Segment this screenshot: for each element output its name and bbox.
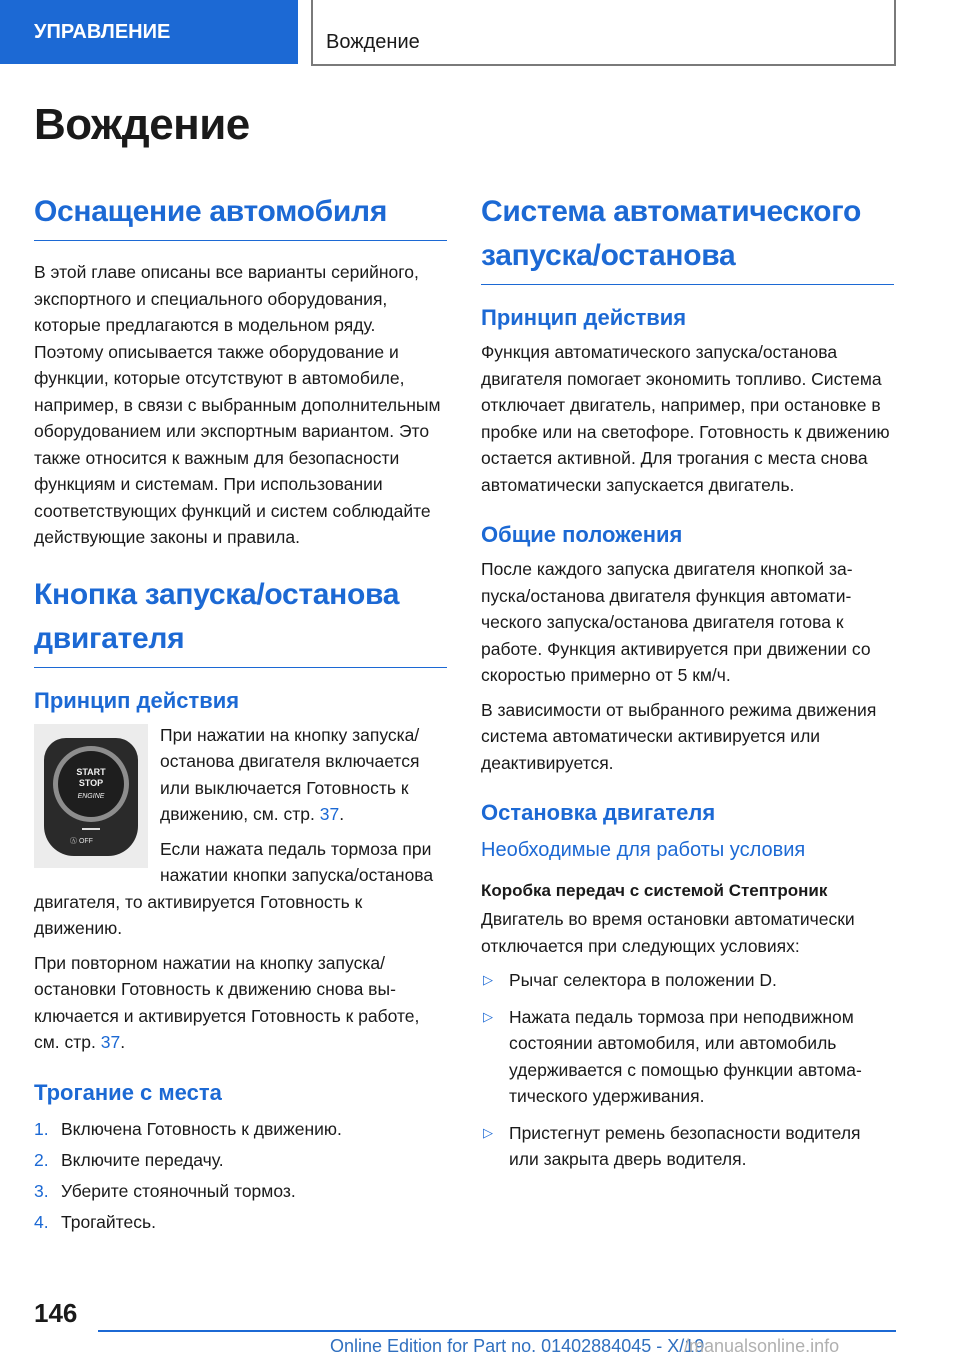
conditions-heading: Необходимые для работы условия: [481, 839, 806, 861]
footer-divider: [98, 1330, 896, 1332]
section-label: Вождение: [326, 31, 420, 53]
start-stop-para2: Если нажата педаль тормоза при нажатии кнопки запуска/останова двигателя, то активируется Готовность к движению.: [34, 838, 434, 938]
step-text: Трогайтесь.: [61, 1211, 156, 1232]
gearbox-text: Двигатель во время остановки автоматически отключается при следующих условиях:: [481, 909, 855, 956]
triangle-bullet-icon: ▷: [483, 1008, 493, 1024]
bullet-text: Нажата педаль тормоза при неподвижном состоянии автомобиля, или автомобиль удерживается с помощью функции автоматического удерживания.: [509, 1006, 862, 1106]
principle-heading: Принцип действия: [481, 305, 687, 330]
start-stop-block: [34, 722, 447, 950]
start-stop-button-icon: [58, 751, 124, 817]
general-heading: Общие положения: [481, 522, 683, 547]
button-label-engine: ENGINE: [77, 792, 105, 800]
list-item: [34, 1114, 447, 1145]
general-text-1: После каждого запуска двигателя кнопкой запуска/останова двигателя функция автоматического запуска/останова двигателя готова к работе. Функция активируется при движении со скоростью примерно от 5 км/ч.: [481, 559, 871, 685]
principle-text: Функция автоматического запуска/останова двигателя помогает экономить топливо. Система отключает двигатель, например, при остановке в пробке или на светофоре. Готовность к движению остается активной. Для трогания с места снова автоматически запускается двигатель.: [481, 342, 890, 495]
bullet-text: Рычаг селектора в положении D.: [509, 970, 777, 990]
para1-end: .: [339, 804, 345, 824]
list-item: [481, 967, 894, 994]
button-ring: [53, 746, 129, 822]
step-text: Включите передачу.: [61, 1149, 224, 1170]
watermark-text: /manualsonline.info: [684, 1336, 840, 1356]
equipment-heading: Оснащение автомобиля: [34, 190, 447, 241]
triangle-bullet-icon: ▷: [483, 972, 493, 987]
para3-end: .: [120, 1032, 126, 1052]
conditions-list: [481, 967, 894, 1173]
principle-heading: Принцип действия: [34, 687, 240, 713]
list-item: [481, 1004, 894, 1110]
step-number: 4.: [34, 1211, 49, 1232]
page-ref-link[interactable]: 37: [100, 1032, 121, 1052]
button-label-start: START: [76, 766, 106, 777]
page-title: Вождение: [34, 100, 250, 149]
equipment-text: В этой главе описаны все варианты серийного, экспортного и специального оборудования, которые предлагаются в модельном ряду. Поэтому описывается также оборудование и функции, которые отсутствуют в автомобиле, например, в связи с выбранным дополнительным оборудованием или экспортным вариантом. Это также относится к важным для безопасности функциям и системам. При использовании соответствующих функций и систем соблюдайте действующие законы и правила.: [34, 262, 441, 547]
button-housing: [44, 738, 138, 856]
step-number: 1.: [34, 1118, 49, 1139]
para1-text: При нажатии на кнопку запуска/ останова двигателя включается или выключается Готовность к движению, см. стр.: [160, 724, 420, 824]
step-number: 2.: [34, 1149, 49, 1170]
step-text: Уберите стояночный тормоз.: [61, 1180, 296, 1201]
list-item: [34, 1145, 447, 1176]
minus-bar-icon: [82, 828, 100, 830]
off-label: OFF: [78, 837, 93, 845]
pull-away-heading: Трогание с места: [34, 1079, 222, 1105]
triangle-bullet-icon: ▷: [483, 1124, 493, 1140]
start-stop-heading: Кнопка запуска/останова двигателя: [34, 573, 447, 668]
pull-away-steps: [34, 1114, 447, 1238]
start-stop-para3: [34, 950, 447, 1056]
button-label-stop: STOP: [78, 777, 104, 788]
chapter-tab[interactable]: УПРАВЛЕНИЕ: [0, 0, 298, 64]
step-text: Включена Готовность к движению.: [61, 1118, 342, 1139]
page-number: 146: [34, 1298, 78, 1328]
engine-stop-heading: Остановка двигателя: [481, 800, 716, 825]
bullet-text: Пристегнут ремень безопасности водителя или закрыта дверь водителя.: [509, 1122, 861, 1169]
page-ref-link[interactable]: 37: [319, 804, 340, 824]
left-column: [34, 190, 447, 1238]
step-number: 3.: [34, 1180, 49, 1201]
edition-text: Online Edition for Part no. 01402884045 - X/19: [330, 1336, 705, 1356]
list-item: [481, 1120, 894, 1173]
auto-stop-off-icon: Ⓐ OFF: [70, 837, 93, 845]
general-text-2: В зависимости от выбранного режима движения система автоматически активируется или деактивируется.: [481, 699, 877, 773]
list-item: [34, 1207, 447, 1238]
para3-text: При повторном нажатии на кнопку запуска/ остановки Готовность к движению снова выключается и активируется Готовность к работе, см. стр.: [34, 952, 420, 1052]
auto-start-stop-heading: Система автоматического запуска/останова: [481, 190, 894, 285]
gearbox-heading: Коробка передач с системой Стептроник: [481, 881, 828, 900]
right-column: [481, 190, 894, 1183]
start-stop-button-image: [34, 724, 148, 868]
list-item: [34, 1176, 447, 1207]
